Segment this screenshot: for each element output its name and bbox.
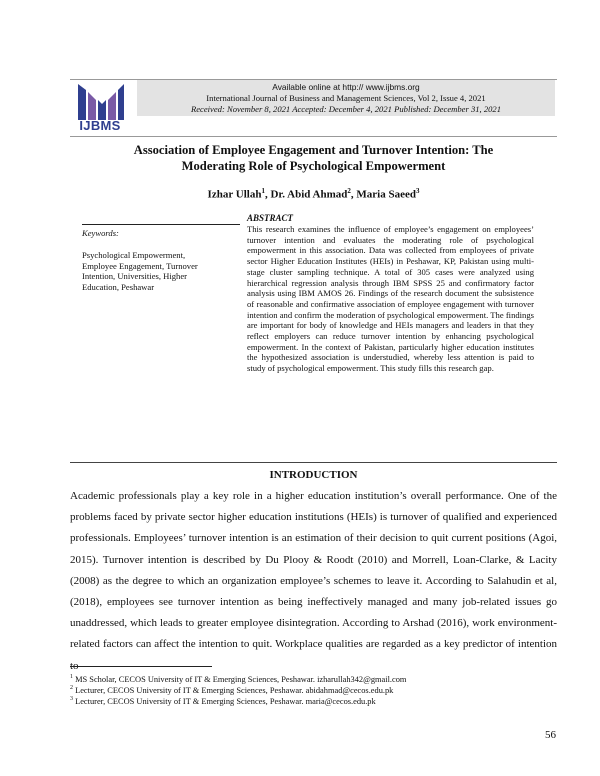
keywords-label: Keywords:	[82, 228, 119, 238]
footnote-text: Lecturer, CECOS University of IT & Emerging Sciences, Peshawar. abidahmad@cecos.edu.pk	[73, 685, 394, 695]
author-affiliation-mark: 2	[347, 187, 351, 195]
author-separator: ,	[264, 188, 271, 201]
footnote-mark: 3	[70, 696, 73, 702]
journal-logo-text: IJBMS	[79, 118, 121, 133]
title-line-2: Moderating Role of Psychological Empowerment	[181, 158, 446, 173]
page-number: 56	[545, 729, 556, 741]
keywords-rule	[82, 224, 240, 225]
footnote-mark: 1	[70, 674, 73, 680]
keyword-line: Employee Engagement, Turnover	[82, 260, 198, 271]
footnote-text: Lecturer, CECOS University of IT & Emerging Sciences, Peshawar. maria@cecos.edu.pk	[73, 696, 376, 706]
availability-line: Available online at http:// www.ijbms.org	[272, 82, 420, 92]
author-name: Maria Saeed	[356, 188, 416, 201]
footnote-mark: 2	[70, 685, 73, 691]
introduction-text: Academic professionals play a key role in a higher education institution’s overall performance. One of the problems faced by private sector higher education institutions (HEIs) is turnover of qualified and experienced professionals. Employees’ turnover intention is an estimation of their decision to quit current positions (Agoi, 2015). Turnover intention is described by Du Plooy & Roodt (2010) and Morrell, Loan-Clarke, & Lacity (2008) as the degree to which an organization employee’s schemes to leave it. According to Salahudin et al, (2018), employees see turnover intention as being ineffectively managed and many job-related issues go unaddressed, which leads to greater employee disintegration. According to Arshad (2016), work environment-related factors can affect the intention to quit. Workplace qualities are regarded as a key predictor of intention to	[70, 490, 557, 672]
journal-info: International Journal of Business and Management Sciences, Vol 2, Issue 4, 2021	[206, 93, 486, 103]
footnote-text: MS Scholar, CECOS University of IT & Emerging Sciences, Peshawar. izharullah342@gmail.com	[73, 674, 407, 684]
keywords-list	[82, 250, 242, 293]
author-separator: ,	[350, 188, 357, 201]
header-bottom-rule	[70, 136, 557, 137]
author-list	[70, 187, 557, 201]
footnote-rule	[70, 666, 212, 667]
footnote-3	[70, 694, 557, 707]
keyword-line: Psychological Empowerment,	[82, 250, 186, 260]
author-name: Dr. Abid Ahmad	[270, 188, 348, 201]
author-name: Izhar Ullah	[207, 188, 262, 201]
abstract-heading: ABSTRACT	[247, 213, 294, 223]
article-title	[70, 143, 557, 174]
abstract-text: This research examines the influence of employee’s engagement on employees’ turnover intention and evaluates the moderating role of psychological empowerment in this association. Data was collected from employees of private sector Higher Education Institutes (HEIs) in Peshawar, KP, Pakistan using multi-stage cluster sampling technique. A total of 305 cases were analyzed using hierarchical regression analysis through IBM SPSS 25 and confirmatory factor analysis using IBM AMOS 26. Findings of the research document the subsistence of reasonable and confirmative association of employee engagement with turnover intention and confirm the moderation of psychological empowerment. The findings are important for body of knowledge and HEIs managers and leaders in that they reflect employers can reduce turnover intention by enhancing psychological empowerment. In the context of Pakistan, particularly higher education institutes the hypothesized association is understudied, whereby less attention is paid to study of psychological empowerment. This study fills this research gap.	[247, 224, 534, 374]
author-affiliation-mark: 3	[415, 187, 420, 195]
keyword-line: Intention, Universities, Higher	[82, 271, 188, 282]
keyword-line: Education, Peshawar	[82, 282, 155, 293]
title-line-1: Association of Employee Engagement and Turnover Intention: The	[133, 143, 494, 157]
section-divider	[70, 462, 557, 463]
author-affiliation-mark: 1	[261, 187, 265, 195]
introduction-heading: INTRODUCTION	[269, 469, 358, 481]
publication-dates: Received: November 8, 2021 Accepted: December 4, 2021 Published: December 31, 2021	[190, 104, 502, 114]
